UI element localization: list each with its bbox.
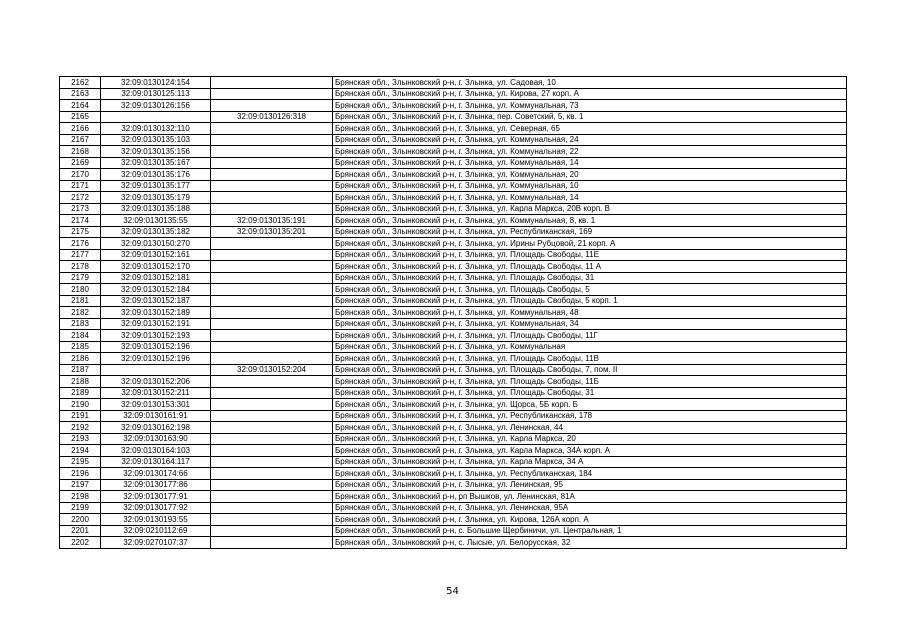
row-number-cell: 2169 — [60, 157, 101, 169]
secondary-cadastral-number-cell — [211, 77, 333, 89]
cadastral-number-cell: 32:09:0130162:198 — [101, 422, 211, 434]
secondary-cadastral-number-cell — [211, 456, 333, 468]
cadastral-number-cell: 32:09:0130163:90 — [101, 433, 211, 445]
secondary-cadastral-number-cell — [211, 353, 333, 365]
secondary-cadastral-number-cell — [211, 134, 333, 146]
address-cell: Брянская обл., Злынковский р-н, г. Злынка, ул. Площадь Свободы, 11Б — [333, 376, 847, 388]
secondary-cadastral-number-cell — [211, 491, 333, 503]
secondary-cadastral-number-cell — [211, 261, 333, 273]
cadastral-number-cell: 32:09:0130193:55 — [101, 514, 211, 526]
row-number-cell: 2182 — [60, 307, 101, 319]
row-number-cell: 2171 — [60, 180, 101, 192]
row-number-cell: 2192 — [60, 422, 101, 434]
cadastral-number-cell: 32:09:0130177:91 — [101, 491, 211, 503]
address-cell: Брянская обл., Злынковский р-н, г. Злынка, ул. Кирова, 27 корп. А — [333, 88, 847, 100]
row-number-cell: 2162 — [60, 77, 101, 89]
secondary-cadastral-number-cell — [211, 88, 333, 100]
secondary-cadastral-number-cell — [211, 284, 333, 296]
row-number-cell: 2177 — [60, 249, 101, 261]
table-row — [60, 307, 847, 319]
cadastral-number-cell: 32:09:0130152:170 — [101, 261, 211, 273]
address-cell: Брянская обл., Злынковский р-н, г. Злынка, ул. Коммунальная, 22 — [333, 146, 847, 158]
table-row — [60, 410, 847, 422]
cadastral-number-cell: 32:09:0130135:167 — [101, 157, 211, 169]
cadastral-number-cell: 32:09:0130124:154 — [101, 77, 211, 89]
address-cell: Брянская обл., Злынковский р-н, г. Злынка, ул. Площадь Свободы, 5 — [333, 284, 847, 296]
table-row — [60, 318, 847, 330]
table-row — [60, 284, 847, 296]
table-row — [60, 376, 847, 388]
secondary-cadastral-number-cell — [211, 249, 333, 261]
secondary-cadastral-number-cell — [211, 330, 333, 342]
row-number-cell: 2188 — [60, 376, 101, 388]
secondary-cadastral-number-cell — [211, 192, 333, 204]
row-number-cell: 2191 — [60, 410, 101, 422]
row-number-cell: 2175 — [60, 226, 101, 238]
address-cell: Брянская обл., Злынковский р-н, г. Злынка, ул. Коммунальная, 20 — [333, 169, 847, 181]
cadastral-number-cell: 32:09:0130164:117 — [101, 456, 211, 468]
row-number-cell: 2166 — [60, 123, 101, 135]
cadastral-number-cell: 32:09:0130135:176 — [101, 169, 211, 181]
table-row — [60, 514, 847, 526]
table-row — [60, 445, 847, 457]
address-cell: Брянская обл., Злынковский р-н, г. Злынка, ул. Кирова, 126А корп. А — [333, 514, 847, 526]
row-number-cell: 2165 — [60, 111, 101, 123]
property-registry-table — [59, 76, 847, 549]
cadastral-number-cell: 32:09:0210112:69 — [101, 525, 211, 537]
secondary-cadastral-number-cell — [211, 387, 333, 399]
table-row — [60, 249, 847, 261]
row-number-cell: 2190 — [60, 399, 101, 411]
secondary-cadastral-number-cell — [211, 502, 333, 514]
address-cell: Брянская обл., Злынковский р-н, г. Злынка, пер. Советский, 5, кв. 1 — [333, 111, 847, 123]
row-number-cell: 2180 — [60, 284, 101, 296]
cadastral-number-cell: 32:09:0130150:270 — [101, 238, 211, 250]
cadastral-number-cell: 32:09:0130177:86 — [101, 479, 211, 491]
secondary-cadastral-number-cell — [211, 203, 333, 215]
cadastral-number-cell — [101, 111, 211, 123]
address-cell: Брянская обл., Злынковский р-н, г. Злынка, ул. Площадь Свободы, 11Е — [333, 249, 847, 261]
row-number-cell: 2197 — [60, 479, 101, 491]
row-number-cell: 2185 — [60, 341, 101, 353]
address-cell: Брянская обл., Злынковский р-н, г. Злынка, ул. Садовая, 10 — [333, 77, 847, 89]
secondary-cadastral-number-cell — [211, 169, 333, 181]
row-number-cell: 2200 — [60, 514, 101, 526]
cadastral-number-cell: 32:09:0130152:211 — [101, 387, 211, 399]
cadastral-number-cell: 32:09:0130152:161 — [101, 249, 211, 261]
secondary-cadastral-number-cell — [211, 525, 333, 537]
table-row — [60, 272, 847, 284]
cadastral-number-cell: 32:09:0130135:156 — [101, 146, 211, 158]
table-row — [60, 134, 847, 146]
secondary-cadastral-number-cell — [211, 479, 333, 491]
cadastral-number-cell: 32:09:0130174:66 — [101, 468, 211, 480]
secondary-cadastral-number-cell — [211, 537, 333, 549]
cadastral-number-cell: 32:09:0130152:184 — [101, 284, 211, 296]
table-row — [60, 88, 847, 100]
table-row — [60, 387, 847, 399]
secondary-cadastral-number-cell — [211, 238, 333, 250]
secondary-cadastral-number-cell — [211, 410, 333, 422]
row-number-cell: 2195 — [60, 456, 101, 468]
secondary-cadastral-number-cell: 32:09:0130152:204 — [211, 364, 333, 376]
table-row — [60, 479, 847, 491]
table-row — [60, 502, 847, 514]
address-cell: Брянская обл., Злынковский р-н, г. Злынка, ул. Коммунальная, 8, кв. 1 — [333, 215, 847, 227]
cadastral-number-cell: 32:09:0130126:156 — [101, 100, 211, 112]
table-row — [60, 261, 847, 273]
secondary-cadastral-number-cell: 32:09:0130135:201 — [211, 226, 333, 238]
secondary-cadastral-number-cell — [211, 295, 333, 307]
cadastral-number-cell: 32:09:0130132:110 — [101, 123, 211, 135]
registry-table-body — [60, 77, 847, 549]
cadastral-number-cell: 32:09:0130152:193 — [101, 330, 211, 342]
secondary-cadastral-number-cell: 32:09:0130135:191 — [211, 215, 333, 227]
table-row — [60, 353, 847, 365]
cadastral-number-cell: 32:09:0130161:91 — [101, 410, 211, 422]
cadastral-number-cell: 32:09:0130152:206 — [101, 376, 211, 388]
address-cell: Брянская обл., Злынковский р-н, г. Злынка, ул. Ирины Рубцовой, 21 корп. А — [333, 238, 847, 250]
address-cell: Брянская обл., Злынковский р-н, г. Злынка, ул. Коммунальная, 14 — [333, 192, 847, 204]
secondary-cadastral-number-cell — [211, 157, 333, 169]
row-number-cell: 2176 — [60, 238, 101, 250]
table-row — [60, 203, 847, 215]
row-number-cell: 2168 — [60, 146, 101, 158]
secondary-cadastral-number-cell: 32:09:0130126:318 — [211, 111, 333, 123]
address-cell: Брянская обл., Злынковский р-н, г. Злынка, ул. Площадь Свободы, 11В — [333, 353, 847, 365]
address-cell: Брянская обл., Злынковский р-н, г. Злынка, ул. Карла Маркса, 20В корп. В — [333, 203, 847, 215]
table-row — [60, 146, 847, 158]
table-row — [60, 123, 847, 135]
address-cell: Брянская обл., Злынковский р-н, г. Злынка, ул. Щорса, 5Б корп. Б — [333, 399, 847, 411]
table-row — [60, 215, 847, 227]
row-number-cell: 2199 — [60, 502, 101, 514]
secondary-cadastral-number-cell — [211, 318, 333, 330]
table-row — [60, 456, 847, 468]
address-cell: Брянская обл., Злынковский р-н, г. Злынка, ул. Ленинская, 95А — [333, 502, 847, 514]
row-number-cell: 2181 — [60, 295, 101, 307]
cadastral-number-cell: 32:09:0130152:181 — [101, 272, 211, 284]
table-row — [60, 238, 847, 250]
row-number-cell: 2183 — [60, 318, 101, 330]
address-cell: Брянская обл., Злынковский р-н, г. Злынка, ул. Коммунальная, 73 — [333, 100, 847, 112]
cadastral-number-cell: 32:09:0130135:103 — [101, 134, 211, 146]
row-number-cell: 2196 — [60, 468, 101, 480]
address-cell: Брянская обл., Злынковский р-н, г. Злынка, ул. Ленинская, 44 — [333, 422, 847, 434]
cadastral-number-cell: 32:09:0270107:37 — [101, 537, 211, 549]
address-cell: Брянская обл., Злынковский р-н, г. Злынка, ул. Республиканская, 184 — [333, 468, 847, 480]
address-cell: Брянская обл., Злынковский р-н, г. Злынка, ул. Карла Маркса, 34 А — [333, 456, 847, 468]
address-cell: Брянская обл., Злынковский р-н, г. Злынка, ул. Коммунальная, 34 — [333, 318, 847, 330]
secondary-cadastral-number-cell — [211, 422, 333, 434]
row-number-cell: 2179 — [60, 272, 101, 284]
address-cell: Брянская обл., Злынковский р-н, г. Злынка, ул. Коммунальная, 48 — [333, 307, 847, 319]
table-row — [60, 100, 847, 112]
address-cell: Брянская обл., Злынковский р-н, с. Лысые, ул. Белорусская, 32 — [333, 537, 847, 549]
row-number-cell: 2201 — [60, 525, 101, 537]
cadastral-number-cell: 32:09:0130152:187 — [101, 295, 211, 307]
cadastral-number-cell: 32:09:0130164:103 — [101, 445, 211, 457]
table-row — [60, 399, 847, 411]
address-cell: Брянская обл., Злынковский р-н, г. Злынка, ул. Площадь Свободы, 5 корп. 1 — [333, 295, 847, 307]
secondary-cadastral-number-cell — [211, 307, 333, 319]
table-row — [60, 525, 847, 537]
table-row — [60, 169, 847, 181]
address-cell: Брянская обл., Злынковский р-н, г. Злынка, ул. Площадь Свободы, 11 А — [333, 261, 847, 273]
row-number-cell: 2164 — [60, 100, 101, 112]
secondary-cadastral-number-cell — [211, 180, 333, 192]
row-number-cell: 2173 — [60, 203, 101, 215]
cadastral-number-cell: 32:09:0130152:189 — [101, 307, 211, 319]
table-row — [60, 491, 847, 503]
table-row — [60, 422, 847, 434]
secondary-cadastral-number-cell — [211, 514, 333, 526]
address-cell: Брянская обл., Злынковский р-н, г. Злынка, ул. Ленинская, 95 — [333, 479, 847, 491]
cadastral-number-cell: 32:09:0130135:188 — [101, 203, 211, 215]
row-number-cell: 2202 — [60, 537, 101, 549]
secondary-cadastral-number-cell — [211, 146, 333, 158]
address-cell: Брянская обл., Злынковский р-н, г. Злынка, ул. Площадь Свободы, 7, пом. II — [333, 364, 847, 376]
address-cell: Брянская обл., Злынковский р-н, г. Злынка, ул. Северная, 65 — [333, 123, 847, 135]
secondary-cadastral-number-cell — [211, 468, 333, 480]
address-cell: Брянская обл., Злынковский р-н, г. Злынка, ул. Площадь Свободы, 11Г — [333, 330, 847, 342]
secondary-cadastral-number-cell — [211, 100, 333, 112]
address-cell: Брянская обл., Злынковский р-н, г. Злынка, ул. Коммунальная — [333, 341, 847, 353]
row-number-cell: 2170 — [60, 169, 101, 181]
table-row — [60, 341, 847, 353]
address-cell: Брянская обл., Злынковский р-н, г. Злынка, ул. Площадь Свободы, 31 — [333, 387, 847, 399]
row-number-cell: 2174 — [60, 215, 101, 227]
address-cell: Брянская обл., Злынковский р-н, г. Злынка, ул. Республиканская, 178 — [333, 410, 847, 422]
cadastral-number-cell: 32:09:0130152:196 — [101, 353, 211, 365]
table-row — [60, 157, 847, 169]
cadastral-number-cell: 32:09:0130177:92 — [101, 502, 211, 514]
table-row — [60, 192, 847, 204]
row-number-cell: 2189 — [60, 387, 101, 399]
address-cell: Брянская обл., Злынковский р-н, г. Злынка, ул. Коммунальная, 10 — [333, 180, 847, 192]
table-row — [60, 330, 847, 342]
address-cell: Брянская обл., Злынковский р-н, г. Злынка, ул. Карла Маркса, 34А корп. А — [333, 445, 847, 457]
table-row — [60, 364, 847, 376]
table-row — [60, 226, 847, 238]
secondary-cadastral-number-cell — [211, 399, 333, 411]
secondary-cadastral-number-cell — [211, 445, 333, 457]
table-row — [60, 111, 847, 123]
address-cell: Брянская обл., Злынковский р-н, г. Злынка, ул. Коммунальная, 24 — [333, 134, 847, 146]
secondary-cadastral-number-cell — [211, 272, 333, 284]
address-cell: Брянская обл., Злынковский р-н, г. Злынка, ул. Коммунальная, 14 — [333, 157, 847, 169]
cadastral-number-cell: 32:09:0130135:179 — [101, 192, 211, 204]
row-number-cell: 2186 — [60, 353, 101, 365]
row-number-cell: 2172 — [60, 192, 101, 204]
address-cell: Брянская обл., Злынковский р-н, рп Вышков, ул. Ленинская, 81А — [333, 491, 847, 503]
address-cell: Брянская обл., Злынковский р-н, г. Злынка, ул. Площадь Свободы, 31 — [333, 272, 847, 284]
secondary-cadastral-number-cell — [211, 123, 333, 135]
secondary-cadastral-number-cell — [211, 341, 333, 353]
row-number-cell: 2163 — [60, 88, 101, 100]
row-number-cell: 2187 — [60, 364, 101, 376]
cadastral-number-cell: 32:09:0130125:113 — [101, 88, 211, 100]
page-number: 54 — [446, 586, 459, 597]
table-row — [60, 468, 847, 480]
table-row — [60, 180, 847, 192]
row-number-cell: 2184 — [60, 330, 101, 342]
table-row — [60, 537, 847, 549]
table-row — [60, 433, 847, 445]
row-number-cell: 2193 — [60, 433, 101, 445]
row-number-cell: 2194 — [60, 445, 101, 457]
address-cell: Брянская обл., Злынковский р-н, с. Большие Щербиничи, ул. Центральная, 1 — [333, 525, 847, 537]
address-cell: Брянская обл., Злынковский р-н, г. Злынка, ул. Республиканская, 169 — [333, 226, 847, 238]
table-row — [60, 77, 847, 89]
row-number-cell: 2167 — [60, 134, 101, 146]
row-number-cell: 2178 — [60, 261, 101, 273]
cadastral-number-cell: 32:09:0130135:55 — [101, 215, 211, 227]
address-cell: Брянская обл., Злынковский р-н, г. Злынка, ул. Карла Маркса, 20 — [333, 433, 847, 445]
cadastral-number-cell: 32:09:0130153:301 — [101, 399, 211, 411]
cadastral-number-cell: 32:09:0130152:191 — [101, 318, 211, 330]
cadastral-number-cell: 32:09:0130135:182 — [101, 226, 211, 238]
row-number-cell: 2198 — [60, 491, 101, 503]
cadastral-number-cell — [101, 364, 211, 376]
secondary-cadastral-number-cell — [211, 376, 333, 388]
cadastral-number-cell: 32:09:0130152:196 — [101, 341, 211, 353]
secondary-cadastral-number-cell — [211, 433, 333, 445]
table-row — [60, 295, 847, 307]
cadastral-number-cell: 32:09:0130135:177 — [101, 180, 211, 192]
